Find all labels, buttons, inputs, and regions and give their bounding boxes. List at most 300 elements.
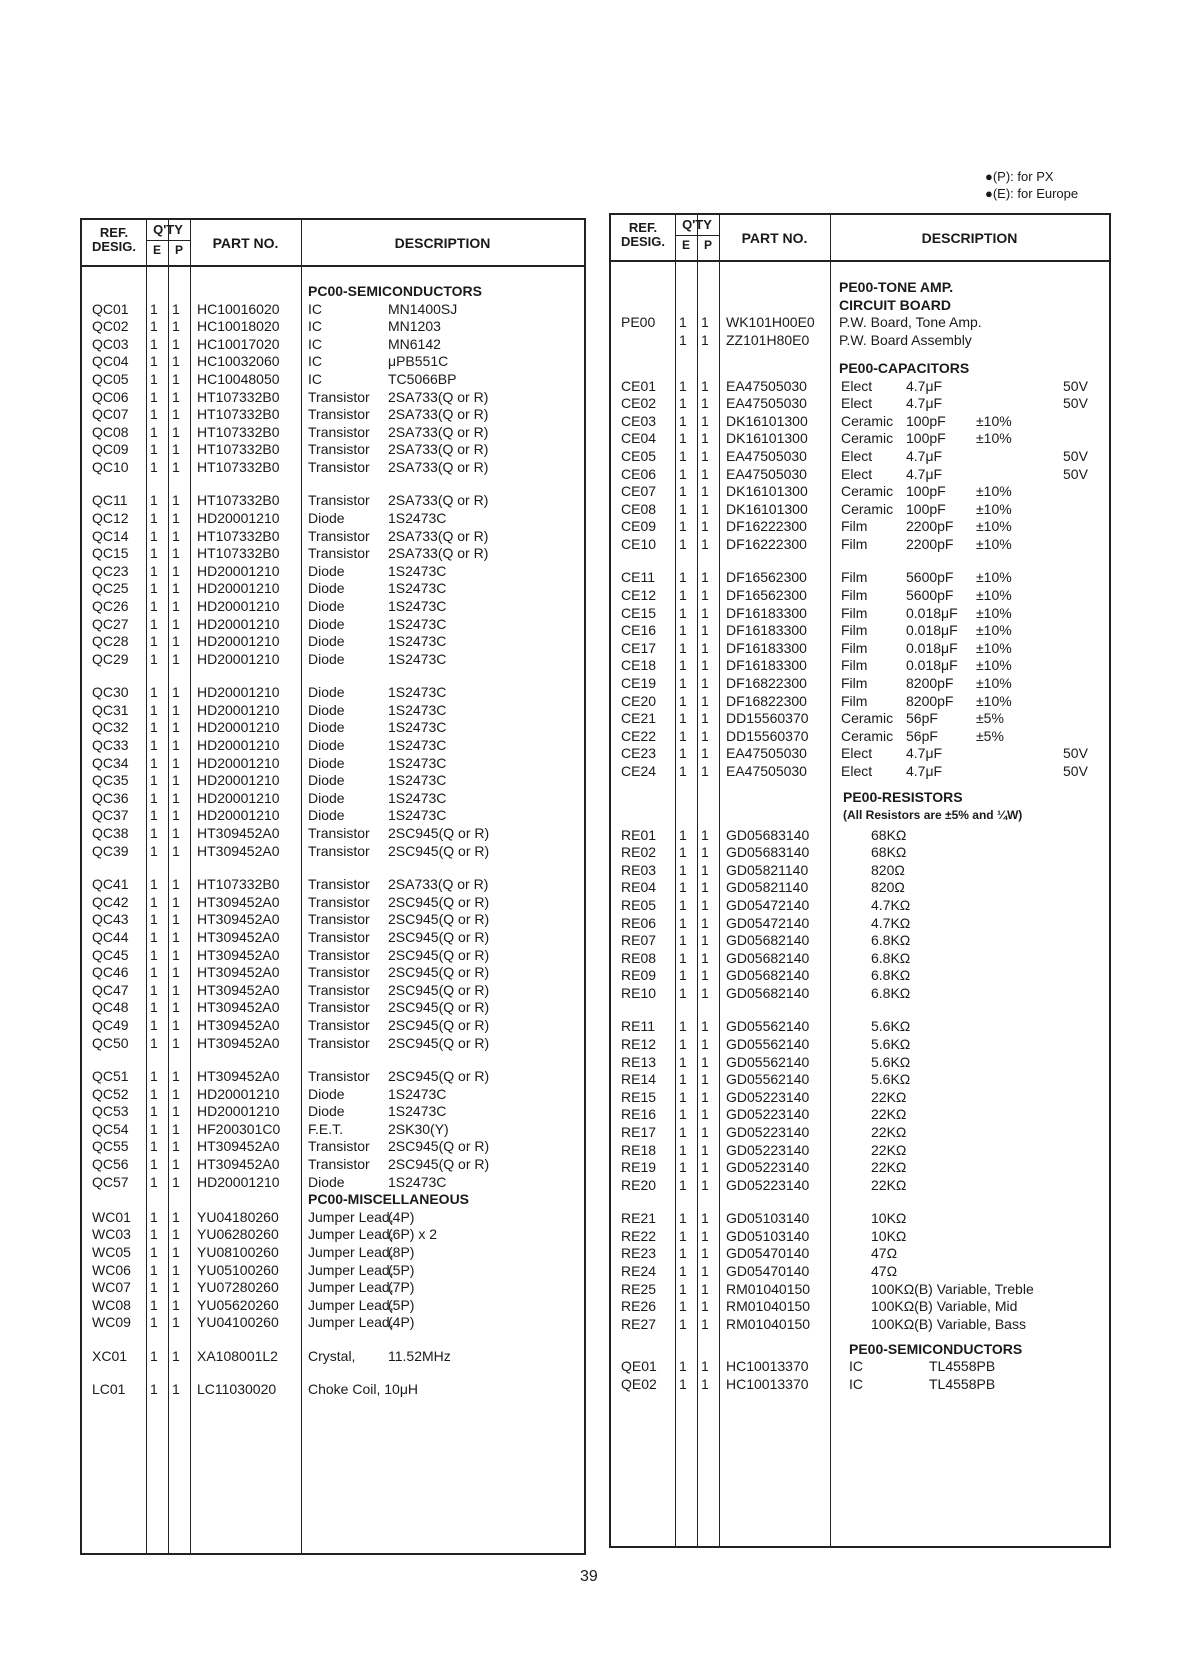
ref-desig: QC56	[92, 1155, 129, 1172]
desc-value: MN1400SJ	[388, 300, 458, 317]
cap-voltage: 50V	[1063, 395, 1088, 412]
cap-type: Ceramic	[841, 483, 894, 500]
qty-p: 1	[172, 1085, 180, 1102]
cap-value: 100pF	[906, 500, 946, 517]
part-no: GD05682140	[726, 985, 810, 1001]
table-row	[611, 1210, 1109, 1228]
desc-value: (7P)	[388, 1279, 415, 1296]
table-row	[82, 843, 584, 861]
qty-p: 1	[172, 946, 180, 963]
desc-type: Diode	[308, 615, 345, 632]
qty-e: 1	[679, 430, 687, 447]
part-no: GD05223140	[726, 1088, 810, 1105]
qty-e: 1	[679, 622, 687, 639]
qty-p: 1	[172, 562, 180, 579]
table-row	[611, 710, 1109, 728]
part-no: HT107332B0	[197, 876, 280, 893]
part-no: RM01040150	[726, 1298, 811, 1315]
part-no: HD20001210	[197, 1103, 280, 1120]
table-row	[82, 406, 584, 424]
ref-desig: RE11	[621, 1018, 655, 1035]
part-no: EA47505030	[726, 745, 807, 762]
ref-desig: RE06	[621, 914, 657, 931]
desc-type: Transistor	[308, 893, 370, 910]
qty-e: 1	[150, 911, 158, 928]
table-row	[82, 563, 584, 581]
desc-value: 1S2473C	[388, 562, 447, 579]
header-qty-p: P	[174, 243, 183, 257]
ref-desig: RE02	[621, 844, 657, 861]
qty-p: 1	[172, 1381, 180, 1398]
table-row	[611, 728, 1109, 746]
part-no: HD20001210	[197, 510, 280, 527]
desc-type: IC	[308, 300, 322, 317]
table-row	[611, 985, 1109, 1003]
desc-type: Diode	[308, 737, 345, 754]
desc-type: Transistor	[308, 388, 370, 405]
table-row	[82, 528, 584, 546]
ref-desig: QC09	[92, 441, 129, 458]
part-no: HF200301C0	[197, 1120, 281, 1137]
res-value: 100KΩ(B) Variable, Bass	[871, 1315, 1026, 1332]
qty-p: 1	[172, 1261, 180, 1278]
desc-value: 2SC945(Q or R)	[388, 842, 490, 859]
qty-e: 1	[150, 510, 158, 527]
qty-e: 1	[150, 1173, 158, 1190]
desc-value: 1S2473C	[388, 1103, 447, 1120]
header-qty-e: E	[152, 243, 161, 257]
ref-desig: RE21	[621, 1210, 657, 1227]
qty-e: 1	[679, 1159, 687, 1176]
table-row	[82, 389, 584, 407]
desc-type: Diode	[308, 580, 345, 597]
desc-value: 2SC945(Q or R)	[388, 946, 490, 963]
cap-tolerance: ±10%	[976, 483, 1012, 500]
qty-p: 1	[701, 1280, 709, 1297]
part-no: HT309452A0	[197, 928, 280, 945]
table-row	[611, 1245, 1109, 1263]
ref-desig: RE26	[621, 1298, 657, 1315]
part-no: GD05682140	[726, 949, 810, 966]
ref-desig: QC08	[92, 423, 129, 440]
qty-p: 1	[172, 893, 180, 910]
ref-desig: CE08	[621, 500, 657, 517]
part-no: GD05223140	[726, 1124, 810, 1141]
table-row	[82, 982, 584, 1000]
desc-value: MN6142	[388, 335, 441, 352]
res-value: 22KΩ	[871, 1124, 907, 1141]
desc-value: 2SA733(Q or R)	[388, 492, 489, 509]
part-no: HT107332B0	[197, 406, 280, 423]
desc-value: 1S2473C	[388, 1173, 447, 1190]
res-value: 68KΩ	[871, 844, 907, 861]
res-value: 100KΩ(B) Variable, Mid	[871, 1298, 1018, 1315]
qty-p: 1	[701, 1358, 709, 1375]
table-row	[82, 825, 584, 843]
desc-value: 2SA733(Q or R)	[388, 459, 489, 475]
qty-p: 1	[172, 371, 180, 387]
part-no: HT107332B0	[197, 545, 280, 562]
res-value: 820Ω	[871, 879, 905, 896]
part-no: RM01040150	[726, 1280, 811, 1297]
part-no: YU05620260	[197, 1296, 279, 1313]
desc-value: 2SC945(Q or R)	[388, 1034, 490, 1051]
header-part-no: PART NO.	[212, 235, 279, 251]
qty-p: 1	[172, 615, 180, 632]
qty-p: 1	[172, 492, 180, 509]
cap-value: 4.7μF	[906, 377, 943, 394]
qty-p: 1	[172, 807, 180, 824]
ref-desig: QC52	[92, 1085, 129, 1102]
part-no: HT309452A0	[197, 981, 280, 998]
desc-type: F.E.T.	[308, 1120, 344, 1137]
qty-e: 1	[150, 1120, 158, 1137]
part-no: HD20001210	[197, 719, 280, 736]
res-value: 5.6KΩ	[871, 1036, 911, 1053]
table-row	[82, 1174, 584, 1192]
table-row	[611, 1358, 1109, 1376]
qty-p: 1	[701, 949, 709, 966]
ref-desig: QC14	[92, 527, 129, 544]
qty-e: 1	[150, 1103, 158, 1120]
res-value: 6.8KΩ	[871, 932, 911, 949]
desc-value: 2SA733(Q or R)	[388, 406, 489, 423]
ref-desig: RE18	[621, 1141, 657, 1158]
table-row	[82, 1138, 584, 1156]
ref-desig: QC44	[92, 928, 129, 945]
desc-value: μPB551C	[388, 353, 449, 370]
desc-type: Transistor	[308, 492, 370, 509]
cap-type: Elect	[841, 395, 873, 412]
qty-p: 1	[172, 928, 180, 945]
ref-desig: CE15	[621, 604, 657, 621]
table-row	[82, 947, 584, 965]
table-row	[82, 1381, 584, 1399]
part-no: HD20001210	[197, 789, 280, 806]
ref-desig: CE03	[621, 412, 657, 429]
table-row	[611, 1281, 1109, 1299]
res-value: 47Ω	[871, 1263, 898, 1280]
qty-e: 1	[679, 500, 687, 517]
cap-tolerance: ±10%	[976, 518, 1012, 535]
desc-type: Diode	[308, 719, 345, 736]
res-value: 820Ω	[871, 861, 905, 878]
ref-desig: CE02	[621, 395, 657, 412]
qty-p: 1	[701, 985, 709, 1001]
parts-table-left	[80, 218, 586, 1555]
qty-e: 1	[150, 1296, 158, 1313]
qty-e: 1	[150, 1208, 158, 1225]
cap-type: Film	[841, 657, 868, 674]
part-no: DD15560370	[726, 710, 809, 727]
qty-p: 1	[701, 1088, 709, 1105]
qty-e: 1	[679, 395, 687, 412]
cap-value: 8200pF	[906, 692, 954, 709]
table-row	[82, 371, 584, 389]
res-value: 10KΩ	[871, 1210, 907, 1227]
qty-e: 1	[679, 1088, 687, 1105]
part-no: GD05821140	[726, 879, 809, 896]
res-value: 4.7KΩ	[871, 914, 911, 931]
part-no: GD05562140	[726, 1036, 810, 1053]
part-no: HT309452A0	[197, 1016, 280, 1033]
part-no: HT107332B0	[197, 492, 280, 509]
qty-e: 1	[150, 772, 158, 789]
qty-e: 1	[150, 737, 158, 754]
qty-e: 1	[679, 1315, 687, 1332]
desc-value: 2SC945(Q or R)	[388, 999, 490, 1016]
ref-desig: QC33	[92, 737, 129, 754]
ref-desig: WC08	[92, 1296, 131, 1313]
table-row	[82, 911, 584, 929]
ref-desig: QC53	[92, 1103, 129, 1120]
qty-e: 1	[679, 879, 687, 896]
qty-p: 1	[701, 844, 709, 861]
qty-e: 1	[679, 569, 687, 586]
qty-p: 1	[701, 1176, 709, 1193]
qty-e: 1	[150, 842, 158, 859]
qty-p: 1	[701, 483, 709, 500]
ref-desig: QC42	[92, 893, 129, 910]
table-row	[611, 897, 1109, 915]
header-description: DESCRIPTION	[394, 235, 491, 251]
qty-e: 1	[150, 633, 158, 650]
part-no: HD20001210	[197, 633, 280, 650]
desc-value: TC5066BP	[388, 371, 457, 387]
ref-desig: RE12	[621, 1036, 657, 1053]
part-no: GD05682140	[726, 967, 810, 984]
desc-type: Transistor	[308, 423, 370, 440]
qty-p: 1	[701, 897, 709, 913]
desc-value: 2SA733(Q or R)	[388, 527, 489, 544]
table-row	[82, 702, 584, 720]
qty-e: 1	[150, 946, 158, 963]
qty-e: 1	[150, 423, 158, 440]
desc-value: 1S2473C	[388, 772, 447, 789]
ref-desig: QC46	[92, 964, 129, 981]
qty-p: 1	[172, 1103, 180, 1120]
cap-tolerance: ±10%	[976, 604, 1012, 621]
part-no: HC10013370	[726, 1375, 809, 1392]
table-row	[82, 441, 584, 459]
table-row	[82, 1156, 584, 1174]
qty-e: 1	[150, 406, 158, 423]
ref-desig: RE09	[621, 967, 657, 984]
desc-value: 1S2473C	[388, 719, 447, 736]
table-row	[611, 1036, 1109, 1054]
qty-e: 1	[679, 826, 687, 843]
desc-type: IC	[849, 1375, 863, 1392]
ref-desig: WC05	[92, 1243, 131, 1260]
qty-p: 1	[701, 1375, 709, 1392]
qty-e: 1	[679, 914, 687, 931]
ref-desig: QC05	[92, 371, 129, 387]
legend	[985, 168, 1078, 202]
desc-type: Transistor	[308, 527, 370, 544]
res-value: 6.8KΩ	[871, 949, 911, 966]
ref-desig: RE15	[621, 1088, 657, 1105]
qty-e: 1	[679, 1106, 687, 1123]
ref-desig: QC03	[92, 335, 129, 352]
ref-desig: CE09	[621, 518, 657, 535]
cap-value: 2200pF	[906, 518, 954, 535]
qty-p: 1	[701, 377, 709, 394]
part-no: HT107332B0	[197, 527, 280, 544]
qty-e: 1	[150, 684, 158, 701]
qty-e: 1	[679, 1210, 687, 1227]
qty-e: 1	[679, 1176, 687, 1193]
qty-e: 1	[150, 701, 158, 718]
ref-desig: QC04	[92, 353, 129, 370]
desc-value: TL4558PB	[929, 1375, 996, 1392]
qty-p: 1	[701, 879, 709, 896]
ref-desig: QC57	[92, 1173, 129, 1190]
part-no: GD05683140	[726, 826, 810, 843]
table-row	[611, 862, 1109, 880]
part-no: EA47505030	[726, 447, 807, 464]
part-no: YU07280260	[197, 1279, 279, 1296]
res-value: 5.6KΩ	[871, 1018, 911, 1035]
table-row	[82, 1068, 584, 1086]
part-no: HT309452A0	[197, 911, 280, 928]
qty-p: 1	[701, 622, 709, 639]
desc-type: Transistor	[308, 1138, 370, 1155]
qty-p: 1	[701, 604, 709, 621]
cap-tolerance: ±5%	[976, 727, 1004, 744]
table-row	[611, 1298, 1109, 1316]
ref-desig: RE13	[621, 1053, 657, 1070]
qty-p: 1	[172, 633, 180, 650]
qty-p: 1	[701, 826, 709, 843]
qty-p: 1	[172, 719, 180, 736]
desc-type: Transistor	[308, 981, 370, 998]
qty-e: 1	[150, 441, 158, 458]
table-row	[611, 622, 1109, 640]
desc-value: 2SK30(Y)	[388, 1120, 449, 1137]
ref-desig: WC03	[92, 1226, 131, 1243]
cap-tolerance: ±10%	[976, 535, 1012, 552]
res-value: 5.6KΩ	[871, 1071, 911, 1088]
qty-p: 1	[701, 1210, 709, 1227]
ref-desig: QC30	[92, 684, 129, 701]
qty-e: 1	[679, 1280, 687, 1297]
qty-e: 1	[679, 518, 687, 535]
desc-value: (6P) x 2	[388, 1226, 438, 1243]
qty-p: 1	[172, 1208, 180, 1225]
part-no: HT309452A0	[197, 825, 280, 842]
desc-value: 1S2473C	[388, 580, 447, 597]
ref-desig: CE24	[621, 763, 657, 779]
desc-type: Diode	[308, 510, 345, 527]
cap-type: Elect	[841, 745, 873, 762]
ref-desig: QC36	[92, 789, 129, 806]
ref-desig: QC45	[92, 946, 129, 963]
header-ref-desig: REF. DESIG.	[91, 225, 137, 254]
ref-desig: WC06	[92, 1261, 131, 1278]
res-value: 22KΩ	[871, 1088, 907, 1105]
ref-desig: RE23	[621, 1245, 657, 1262]
qty-p: 1	[701, 657, 709, 674]
table-row	[611, 536, 1109, 554]
table-row	[611, 745, 1109, 763]
desc-type: Transistor	[308, 928, 370, 945]
qty-p: 1	[172, 825, 180, 842]
part-no: HC10048050	[197, 371, 280, 387]
qty-e: 1	[150, 388, 158, 405]
page-number: 39	[580, 1568, 598, 1585]
qty-p: 1	[172, 300, 180, 317]
part-no: HD20001210	[197, 1173, 280, 1190]
qty-p: 1	[701, 1159, 709, 1176]
table-row	[611, 1228, 1109, 1246]
part-no: HT309452A0	[197, 893, 280, 910]
cap-value: 100pF	[906, 412, 946, 429]
qty-e: 1	[150, 1155, 158, 1172]
desc-value: (4P)	[388, 1208, 415, 1225]
res-value: 68KΩ	[871, 826, 907, 843]
part-no: DF16822300	[726, 692, 807, 709]
qty-e: 1	[150, 1279, 158, 1296]
ref-desig: CE04	[621, 430, 657, 447]
part-no: WK101H00E0	[726, 314, 815, 331]
table-row	[611, 1316, 1109, 1334]
qty-e: 1	[679, 1036, 687, 1053]
res-value: 6.8KΩ	[871, 985, 911, 1001]
desc-value: 2SC945(Q or R)	[388, 1138, 490, 1155]
qty-e: 1	[150, 1243, 158, 1260]
desc-type: IC	[308, 371, 322, 387]
header-qty-p: P	[703, 238, 712, 252]
table-row	[611, 763, 1109, 781]
desc-type: Jumper Lead,	[308, 1208, 394, 1225]
table-row	[611, 915, 1109, 933]
part-no: HD20001210	[197, 772, 280, 789]
qty-p: 1	[701, 1245, 709, 1262]
cap-value: 100pF	[906, 483, 946, 500]
qty-e: 1	[679, 967, 687, 984]
desc-type: Transistor	[308, 825, 370, 842]
ref-desig: RE17	[621, 1124, 657, 1141]
ref-desig: QC06	[92, 388, 129, 405]
desc-type: Jumper Lead,	[308, 1314, 394, 1331]
part-no: GD05470140	[726, 1245, 810, 1262]
table-row	[82, 545, 584, 563]
qty-e: 1	[150, 1016, 158, 1033]
cap-type: Elect	[841, 763, 873, 779]
desc-value: 2SA733(Q or R)	[388, 423, 489, 440]
qty-p: 1	[701, 763, 709, 779]
qty-e: 1	[679, 1141, 687, 1158]
part-no: DK16101300	[726, 483, 808, 500]
desc: P.W. Board, Tone Amp.	[839, 314, 982, 331]
qty-p: 1	[172, 789, 180, 806]
cap-tolerance: ±10%	[976, 622, 1012, 639]
ref-desig: CE10	[621, 535, 657, 552]
table-row	[82, 755, 584, 773]
qty-e: 1	[679, 465, 687, 482]
qty-e: 1	[150, 1138, 158, 1155]
ref-desig: QC38	[92, 825, 129, 842]
qty-e: 1	[679, 1053, 687, 1070]
cap-value: 4.7μF	[906, 745, 943, 762]
qty-e: 1	[150, 1226, 158, 1243]
qty-p: 1	[172, 842, 180, 859]
res-value: 22KΩ	[871, 1176, 907, 1193]
part-no: DK16101300	[726, 412, 808, 429]
table-row	[611, 395, 1109, 413]
qty-e: 1	[679, 1263, 687, 1280]
table-row	[82, 1226, 584, 1244]
